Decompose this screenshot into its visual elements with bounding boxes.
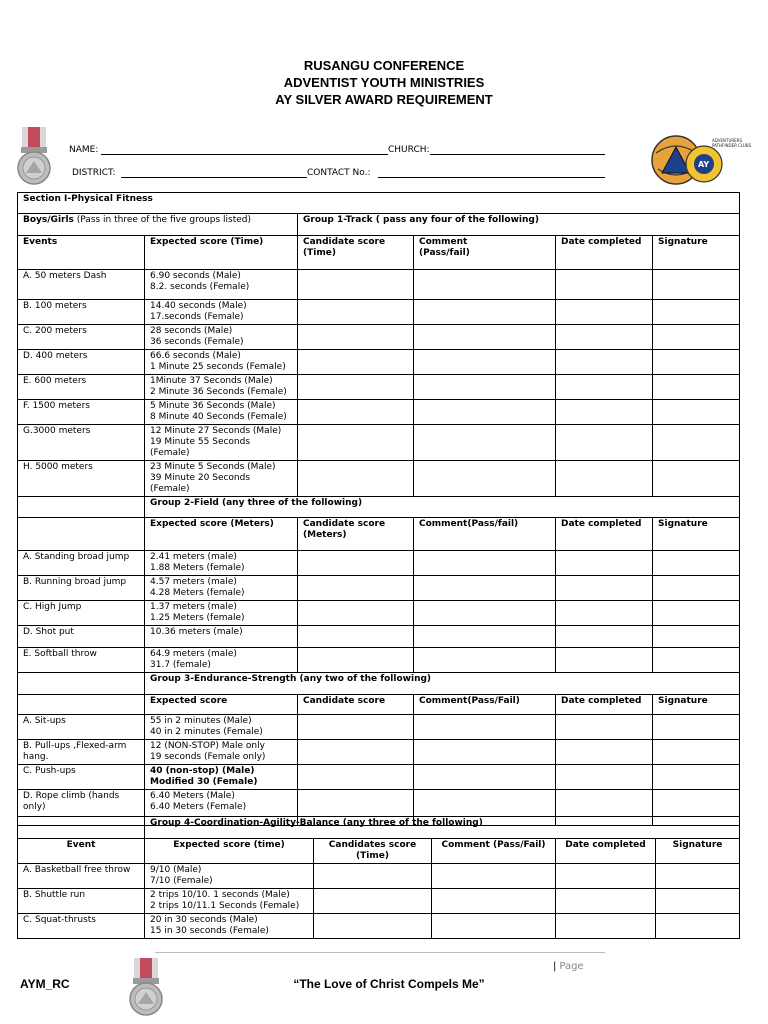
group1-header-cell: Signature: [653, 236, 740, 270]
comment-cell[interactable]: [414, 461, 556, 497]
signature-cell[interactable]: [653, 765, 740, 790]
candidate-score-cell[interactable]: [298, 425, 414, 461]
signature-cell[interactable]: [656, 864, 740, 889]
church-label: CHURCH:: [388, 145, 430, 155]
group1-event-cell: C. 200 meters: [18, 325, 145, 350]
group1-title: Group 1-Track ( pass any four of the following): [298, 214, 740, 236]
club-logo-icon: [646, 133, 752, 187]
group1-title-row: [18, 214, 740, 236]
group4-event-cell: B. Shuttle run: [18, 889, 145, 914]
table-row: [18, 864, 740, 889]
award-title: AY SILVER AWARD REQUIREMENT: [275, 92, 493, 107]
group1-header-cell: Candidate score (Time): [298, 236, 414, 270]
date-completed-cell[interactable]: [556, 626, 653, 648]
candidate-score-cell[interactable]: [298, 375, 414, 400]
date-completed-cell[interactable]: [556, 350, 653, 375]
candidate-score-cell[interactable]: [298, 626, 414, 648]
fitness-table: [17, 192, 740, 826]
group2-event-cell: A. Standing broad jump: [18, 551, 145, 576]
section-row: [18, 193, 740, 214]
table-row: [18, 300, 740, 325]
comment-cell[interactable]: [414, 425, 556, 461]
group2-header-cell: [18, 518, 145, 551]
group3-header-cell: Date completed: [556, 695, 653, 715]
group2-header-cell: Signature: [653, 518, 740, 551]
group4-header-row: [18, 839, 740, 864]
candidate-score-cell[interactable]: [314, 864, 432, 889]
date-completed-cell[interactable]: [556, 551, 653, 576]
group1-header-cell: Date completed: [556, 236, 653, 270]
table-row: [18, 765, 740, 790]
date-completed-cell[interactable]: [556, 375, 653, 400]
candidate-score-cell[interactable]: [314, 889, 432, 914]
group2-header-cell: Candidate score (Meters): [298, 518, 414, 551]
group4-expected-cell: 9/10 (Male) 7/10 (Female): [145, 864, 314, 889]
date-completed-cell[interactable]: [556, 425, 653, 461]
boys-girls-cell: [18, 214, 298, 236]
candidate-score-cell[interactable]: [314, 914, 432, 939]
group1-header-cell: Events: [18, 236, 145, 270]
group4-header-cell: Event: [18, 839, 145, 864]
name-label: NAME:: [69, 145, 99, 155]
group2-spacer-cell: [18, 497, 145, 518]
group4-header-cell: Date completed: [556, 839, 656, 864]
comment-cell[interactable]: [414, 400, 556, 425]
signature-cell[interactable]: [653, 300, 740, 325]
boys-girls-label: Boys/Girls: [23, 215, 74, 225]
table-row: [18, 375, 740, 400]
date-completed-cell[interactable]: [556, 864, 656, 889]
comment-cell[interactable]: [432, 864, 556, 889]
candidate-score-cell[interactable]: [298, 740, 414, 765]
candidate-score-cell[interactable]: [298, 576, 414, 601]
group4-expected-cell: 20 in 30 seconds (Male) 15 in 30 seconds (Female): [145, 914, 314, 939]
group1-event-cell: G.3000 meters: [18, 425, 145, 461]
group2-event-cell: B. Running broad jump: [18, 576, 145, 601]
group1-expected-cell: 12 Minute 27 Seconds (Male) 19 Minute 55 Seconds (Female): [145, 425, 298, 461]
group2-title-row: [18, 497, 740, 518]
date-completed-cell[interactable]: [556, 270, 653, 300]
date-completed-cell[interactable]: [556, 914, 656, 939]
district-field[interactable]: [121, 177, 307, 178]
candidate-score-cell[interactable]: [298, 325, 414, 350]
signature-cell[interactable]: [653, 601, 740, 626]
group1-header-cell: Comment (Pass/fail): [414, 236, 556, 270]
group2-event-cell: E. Softball throw: [18, 648, 145, 673]
table-row: [18, 715, 740, 740]
date-completed-cell[interactable]: [556, 889, 656, 914]
signature-cell[interactable]: [653, 576, 740, 601]
candidate-score-cell[interactable]: [298, 601, 414, 626]
group2-expected-cell: 10.36 meters (male): [145, 626, 298, 648]
comment-cell[interactable]: [414, 601, 556, 626]
group4-title: Group 4-Coordination-Agility-Balance (any three of the following): [145, 817, 740, 839]
table-row: [18, 914, 740, 939]
comment-cell[interactable]: [432, 914, 556, 939]
district-label: DISTRICT:: [72, 168, 116, 178]
group4-event-cell: C. Squat-thrusts: [18, 914, 145, 939]
page-number-label: [553, 961, 584, 972]
comment-cell[interactable]: [432, 889, 556, 914]
group3-header-cell: [18, 695, 145, 715]
date-completed-cell[interactable]: [556, 461, 653, 497]
signature-cell[interactable]: [653, 740, 740, 765]
group1-header-cell: Expected score (Time): [145, 236, 298, 270]
comment-cell[interactable]: [414, 350, 556, 375]
group2-event-cell: D. Shot put: [18, 626, 145, 648]
comment-cell[interactable]: [414, 765, 556, 790]
group2-expected-cell: 4.57 meters (male) 4.28 Meters (female): [145, 576, 298, 601]
group2-header-cell: Comment(Pass/fail): [414, 518, 556, 551]
contact-field[interactable]: [378, 177, 605, 178]
candidate-score-cell[interactable]: [298, 270, 414, 300]
table-row: [18, 270, 740, 300]
signature-cell[interactable]: [653, 270, 740, 300]
table-row: [18, 350, 740, 375]
comment-cell[interactable]: [414, 551, 556, 576]
svg-text:ADVENTURERS PATHFINDER CLU: ADVENTURERS PATHFINDER CLUBS: [712, 138, 752, 148]
date-completed-cell[interactable]: [556, 400, 653, 425]
group3-header-cell: Candidate score: [298, 695, 414, 715]
candidate-score-cell[interactable]: [298, 461, 414, 497]
group2-header-cell: Date completed: [556, 518, 653, 551]
signature-cell[interactable]: [653, 325, 740, 350]
group2-header-row: [18, 518, 740, 551]
candidate-score-cell[interactable]: [298, 400, 414, 425]
group3-expected-cell: 40 (non-stop) (Male) Modified 30 (Female): [145, 765, 298, 790]
table-row: [18, 576, 740, 601]
group4-header-cell: Signature: [656, 839, 740, 864]
table-row: [18, 889, 740, 914]
group3-title: Group 3-Endurance-Strength (any two of the following): [145, 673, 740, 695]
svg-text:AY: AY: [698, 160, 710, 169]
group1-expected-cell: 14.40 seconds (Male) 17.seconds (Female): [145, 300, 298, 325]
signature-cell[interactable]: [656, 889, 740, 914]
comment-cell[interactable]: [414, 648, 556, 673]
group1-expected-cell: 66.6 seconds (Male) 1 Minute 25 seconds (Female): [145, 350, 298, 375]
candidate-score-cell[interactable]: [298, 765, 414, 790]
signature-cell[interactable]: [653, 400, 740, 425]
group3-header-row: [18, 695, 740, 715]
boys-girls-note: (Pass in three of the five groups listed): [73, 215, 252, 225]
table-row: [18, 648, 740, 673]
group2-event-cell: C. High Jump: [18, 601, 145, 626]
table-row: [18, 740, 740, 765]
conference-title: RUSANGU CONFERENCE: [303, 58, 465, 73]
comment-cell[interactable]: [414, 375, 556, 400]
table-row: [18, 325, 740, 350]
footer-quote: “The Love of Christ Compels Me”: [293, 977, 485, 991]
date-completed-cell[interactable]: [556, 715, 653, 740]
comment-cell[interactable]: [414, 626, 556, 648]
signature-cell[interactable]: [656, 914, 740, 939]
signature-cell[interactable]: [653, 626, 740, 648]
group2-expected-cell: 1.37 meters (male) 1.25 Meters (female): [145, 601, 298, 626]
table-row: [18, 601, 740, 626]
group3-event-cell: C. Push-ups: [18, 765, 145, 790]
group2-expected-cell: 64.9 meters (male) 31.7 (female): [145, 648, 298, 673]
date-completed-cell[interactable]: [556, 648, 653, 673]
comment-cell[interactable]: [414, 740, 556, 765]
group3-event-cell: B. Pull-ups ,Flexed-arm hang.: [18, 740, 145, 765]
comment-cell[interactable]: [414, 325, 556, 350]
candidate-score-cell[interactable]: [298, 300, 414, 325]
table-row: [18, 461, 740, 497]
group3-event-cell: A. Sit-ups: [18, 715, 145, 740]
group1-expected-cell: 5 Minute 36 Seconds (Male) 8 Minute 40 Seconds (Female): [145, 400, 298, 425]
group2-expected-cell: 2.41 meters (male) 1.88 Meters (female): [145, 551, 298, 576]
date-completed-cell[interactable]: [556, 300, 653, 325]
group4-title-row: [18, 817, 740, 839]
candidate-score-cell[interactable]: [298, 715, 414, 740]
comment-cell[interactable]: [414, 270, 556, 300]
page-bar: |: [553, 961, 557, 972]
group2-header-cell: Expected score (Meters): [145, 518, 298, 551]
group3-title-row: [18, 673, 740, 695]
date-completed-cell[interactable]: [556, 740, 653, 765]
date-completed-cell[interactable]: [556, 601, 653, 626]
group4-expected-cell: 2 trips 10/10. 1 seconds (Male) 2 trips 10/11.1 Seconds (Female): [145, 889, 314, 914]
candidate-score-cell[interactable]: [298, 551, 414, 576]
footer-code: AYM_RC: [20, 977, 70, 991]
document-header: [0, 57, 768, 108]
signature-cell[interactable]: [653, 715, 740, 740]
table-row: [18, 626, 740, 648]
group4-header-cell: Candidates score (Time): [314, 839, 432, 864]
group1-expected-cell: 28 seconds (Male) 36 seconds (Female): [145, 325, 298, 350]
date-completed-cell[interactable]: [556, 765, 653, 790]
group2-title: Group 2-Field (any three of the following): [145, 497, 740, 518]
name-field[interactable]: [101, 154, 388, 155]
table-row: [18, 551, 740, 576]
group3-header-cell: Comment(Pass/Fail): [414, 695, 556, 715]
signature-cell[interactable]: [653, 461, 740, 497]
contact-label: CONTACT No.:: [307, 168, 371, 178]
group1-event-cell: E. 600 meters: [18, 375, 145, 400]
group1-event-cell: D. 400 meters: [18, 350, 145, 375]
candidate-score-cell[interactable]: [298, 648, 414, 673]
ministry-title: ADVENTIST YOUTH MINISTRIES: [283, 75, 485, 90]
table-row: [18, 400, 740, 425]
group1-expected-cell: 1Minute 37 Seconds (Male) 2 Minute 36 Seconds (Female): [145, 375, 298, 400]
candidate-score-cell[interactable]: [298, 350, 414, 375]
group1-event-cell: A. 50 meters Dash: [18, 270, 145, 300]
group3-header-cell: Expected score: [145, 695, 298, 715]
group1-expected-cell: 6.90 seconds (Male) 8.2. seconds (Female): [145, 270, 298, 300]
section-title: Section I-Physical Fitness: [18, 193, 740, 214]
medal-icon: [6, 127, 62, 185]
signature-cell[interactable]: [653, 350, 740, 375]
group4-header-cell: Comment (Pass/Fail): [432, 839, 556, 864]
group1-header-row: [18, 236, 740, 270]
footer-divider: [155, 952, 605, 953]
table-row: [18, 425, 740, 461]
signature-cell[interactable]: [653, 648, 740, 673]
group4-event-cell: A. Basketball free throw: [18, 864, 145, 889]
signature-cell[interactable]: [653, 425, 740, 461]
group3-header-cell: Signature: [653, 695, 740, 715]
group3-event-cell: D. Rope climb (hands only): [18, 790, 145, 826]
group1-expected-cell: 23 Minute 5 Seconds (Male) 39 Minute 20 Seconds (Female): [145, 461, 298, 497]
church-field[interactable]: [430, 154, 605, 155]
group3-expected-cell: 6.40 Meters (Male) 6.40 Meters (Female): [145, 790, 298, 826]
group3-spacer-cell: [18, 673, 145, 695]
group1-event-cell: B. 100 meters: [18, 300, 145, 325]
comment-cell[interactable]: [414, 576, 556, 601]
group1-event-cell: H. 5000 meters: [18, 461, 145, 497]
date-completed-cell[interactable]: [556, 325, 653, 350]
comment-cell[interactable]: [414, 300, 556, 325]
signature-cell[interactable]: [653, 551, 740, 576]
group4-table: [17, 816, 740, 939]
group3-expected-cell: 12 (NON-STOP) Male only 19 seconds (Female only): [145, 740, 298, 765]
group1-event-cell: F. 1500 meters: [18, 400, 145, 425]
group4-spacer-cell: [18, 817, 145, 839]
signature-cell[interactable]: [653, 375, 740, 400]
date-completed-cell[interactable]: [556, 576, 653, 601]
group3-expected-cell: 55 in 2 minutes (Male) 40 in 2 minutes (Female): [145, 715, 298, 740]
group4-header-cell: Expected score (time): [145, 839, 314, 864]
page-text: Page: [559, 961, 584, 972]
comment-cell[interactable]: [414, 715, 556, 740]
